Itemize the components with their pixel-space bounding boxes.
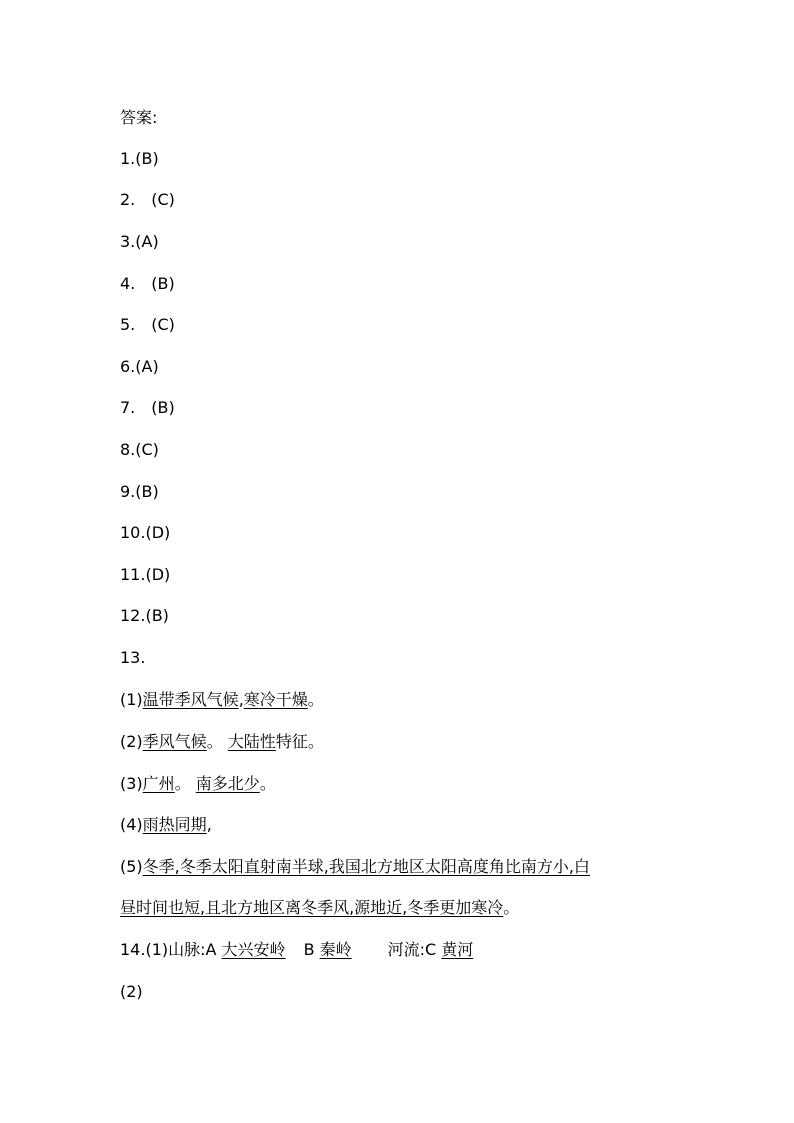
separator: , xyxy=(238,690,244,709)
answer-6: 6.(A) xyxy=(120,357,159,376)
answer-blank: 冬季,冬季太阳直射南半球,我国北方地区太阳高度角比南方小,白 xyxy=(142,857,590,876)
answer-12: 12.(B) xyxy=(120,606,169,625)
answer-blank: 秦岭 xyxy=(319,940,352,959)
answer-9: 9.(B) xyxy=(120,482,159,501)
answer-4: 4. (B) xyxy=(120,274,175,293)
line-end: 特征。 xyxy=(275,732,324,751)
line-end: 。 xyxy=(259,774,276,793)
answer-3: 3.(A) xyxy=(120,232,159,251)
answer-blank: 昼时间也短,且北方地区离冬季风,源地近,冬季更加寒冷 xyxy=(120,898,504,917)
part-prefix: (4) xyxy=(120,815,143,834)
question-13-label: 13. xyxy=(120,648,146,667)
answer-10: 10.(D) xyxy=(120,523,171,542)
answers-heading: 答案: xyxy=(120,108,158,127)
answer-11: 11.(D) xyxy=(120,565,171,584)
line-end: 。 xyxy=(307,690,324,709)
separator: 。 xyxy=(206,732,223,751)
label: B xyxy=(303,940,320,959)
part-prefix: 14.(1)山脉:A xyxy=(120,940,222,959)
q14-part-2 xyxy=(120,982,143,1002)
answer-blank: 南多北少 xyxy=(195,774,260,793)
q13-part-5-line-2 xyxy=(120,898,519,918)
answer-blank: 黄河 xyxy=(441,940,474,959)
answer-blank: 大兴安岭 xyxy=(221,940,286,959)
answer-5: 5. (C) xyxy=(120,315,175,334)
q13-part-1 xyxy=(120,690,324,710)
answer-8: 8.(C) xyxy=(120,440,159,459)
q13-part-5-line-1 xyxy=(120,857,590,877)
separator: 。 xyxy=(174,774,191,793)
answer-blank: 季风气候 xyxy=(142,732,207,751)
part-prefix: (1) xyxy=(120,690,143,709)
answer-blank: 温带季风气候 xyxy=(142,690,239,709)
answer-1: 1.(B) xyxy=(120,149,159,168)
answer-blank: 广州 xyxy=(142,774,175,793)
q13-part-2 xyxy=(120,732,324,752)
q14-part-1 xyxy=(120,940,473,960)
answer-2: 2. (C) xyxy=(120,190,175,209)
answer-blank: 大陆性 xyxy=(227,732,276,751)
part-prefix: (3) xyxy=(120,774,143,793)
part-prefix: (2) xyxy=(120,732,143,751)
q13-part-3 xyxy=(120,774,276,794)
answer-blank: 雨热同期 xyxy=(142,815,207,834)
part-prefix: (2) xyxy=(120,982,143,1001)
line-end: , xyxy=(206,815,212,834)
answer-7: 7. (B) xyxy=(120,398,175,417)
part-prefix: (5) xyxy=(120,857,143,876)
line-end: 。 xyxy=(503,898,520,917)
answer-blank: 寒冷干燥 xyxy=(243,690,308,709)
q13-part-4 xyxy=(120,815,212,835)
label: 河流:C xyxy=(387,940,442,959)
